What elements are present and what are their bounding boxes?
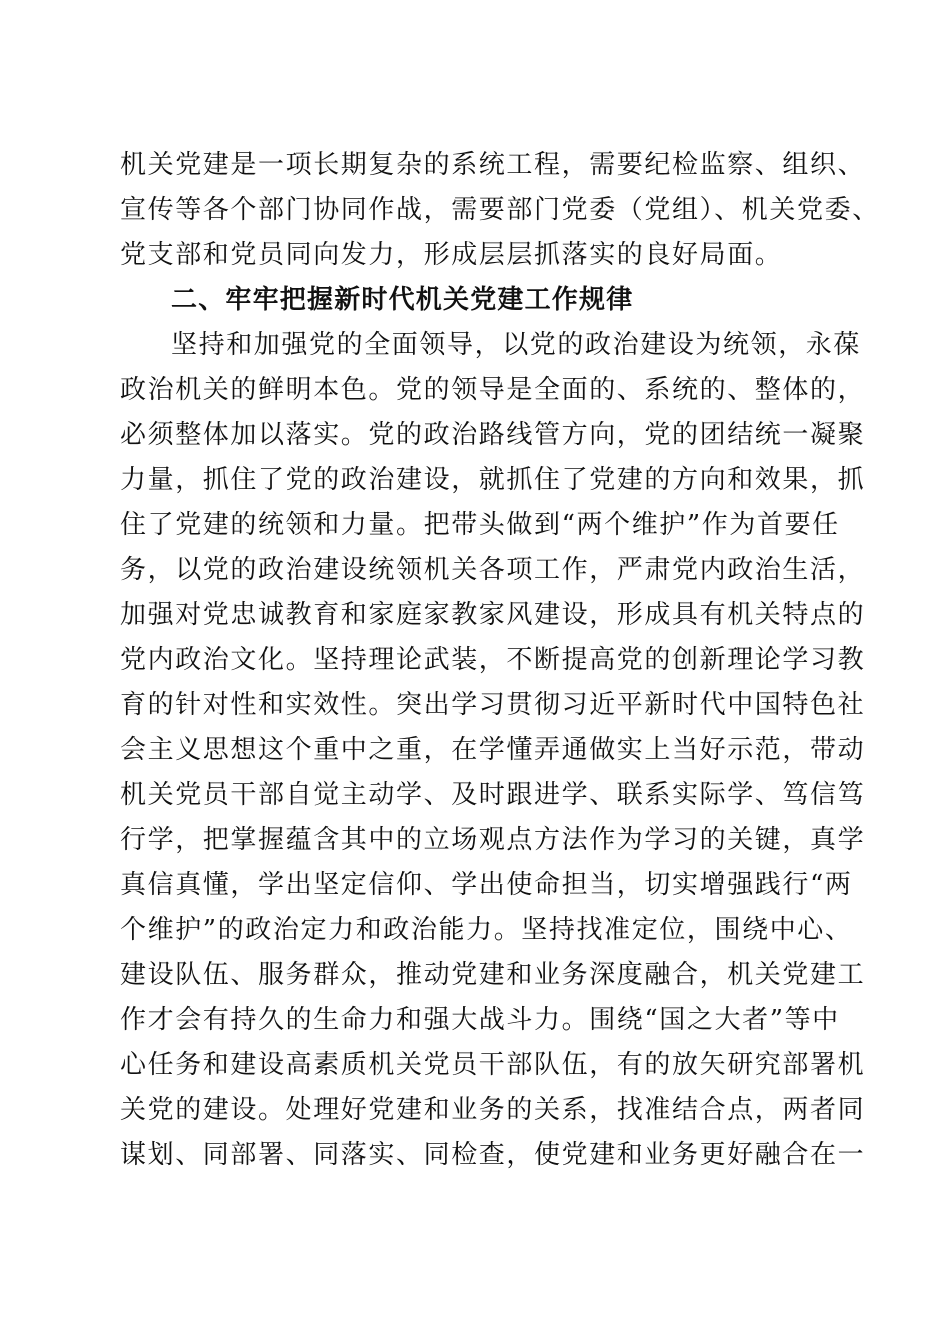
text-line: 住了党建的统领和力量。把带头做到“两个维护”作为首要任 xyxy=(120,510,840,540)
text-line: 必须整体加以落实。党的政治路线管方向，党的团结统一凝聚 xyxy=(120,420,866,450)
text-line: 谋划、同部署、同落实、同检查，使党建和业务更好融合在一 xyxy=(120,1140,866,1170)
text-line: 党内政治文化。坚持理论武装，不断提高党的创新理论学习教 xyxy=(120,645,866,675)
text-line: 心任务和建设高素质机关党员干部队伍，有的放矢研究部署机 xyxy=(120,1050,866,1080)
text-line: 机关党建是一项长期复杂的系统工程，需要纪检监察、组织、 xyxy=(120,150,866,180)
text-line: 政治机关的鲜明本色。党的领导是全面的、系统的、整体的， xyxy=(120,375,866,405)
text-line: 机关党员干部自觉主动学、及时跟进学、联系实际学、笃信笃 xyxy=(120,780,866,810)
section-heading: 二、牢牢把握新时代机关党建工作规律 xyxy=(171,285,634,315)
text-line: 行学，把掌握蕴含其中的立场观点方法作为学习的关键，真学 xyxy=(120,825,866,855)
text-line: 务，以党的政治建设统领机关各项工作，严肃党内政治生活， xyxy=(120,555,866,585)
text-line: 作才会有持久的生命力和强大战斗力。围绕“国之大者”等中 xyxy=(120,1005,840,1035)
text-line: 党支部和党员同向发力，形成层层抓落实的良好局面。 xyxy=(120,240,783,270)
text-line: 宣传等各个部门协同作战，需要部门党委（党组）、机关党委、 xyxy=(120,195,880,225)
text-line: 真信真懂，学出坚定信仰、学出使命担当，切实增强践行“两 xyxy=(120,870,853,900)
text-line: 关党的建设。处理好党建和业务的关系，找准结合点，两者同 xyxy=(120,1095,866,1125)
text-line: 育的针对性和实效性。突出学习贯彻习近平新时代中国特色社 xyxy=(120,690,866,720)
text-line: 加强对党忠诚教育和家庭家教家风建设，形成具有机关特点的 xyxy=(120,600,866,630)
text-line: 会主义思想这个重中之重，在学懂弄通做实上当好示范，带动 xyxy=(120,735,866,765)
text-line: 建设队伍、服务群众，推动党建和业务深度融合，机关党建工 xyxy=(120,960,866,990)
text-line: 力量，抓住了党的政治建设，就抓住了党建的方向和效果，抓 xyxy=(120,465,866,495)
text-line: 个维护”的政治定力和政治能力。坚持找准定位，围绕中心、 xyxy=(120,915,853,945)
text-line: 坚持和加强党的全面领导，以党的政治建设为统领，永葆 xyxy=(171,330,862,360)
